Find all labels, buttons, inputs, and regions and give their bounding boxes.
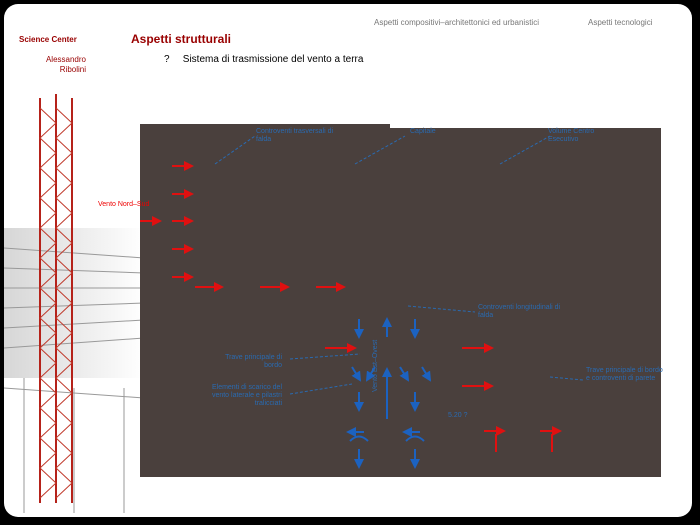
label-controventi-longitudinali: Controventi longitudinali di falda xyxy=(478,304,561,319)
brand-label: Science Center xyxy=(19,35,77,44)
author-first-name: Alessandro xyxy=(45,55,86,64)
label-vento-est-ovest: Vento Est–Ovest xyxy=(372,339,379,392)
leader-line xyxy=(500,136,550,164)
label-wind-direction: Vento Nord–Sud xyxy=(98,201,150,208)
load-arrow-diag xyxy=(422,367,430,380)
ground-reactions xyxy=(484,431,560,452)
label-small: 5.20 ? xyxy=(448,412,468,419)
label-trave-bordo: Trave principale di bordo xyxy=(225,354,282,369)
label-elementi-scarico: Elementi di scarico del vento laterale e pilastri tralicciati xyxy=(211,384,282,407)
label-controventi-facciata: Controventi trasversali di falda xyxy=(256,128,334,143)
tower-illustration xyxy=(4,88,154,513)
leader-line xyxy=(290,354,360,359)
support-hooks xyxy=(350,437,424,442)
building-backdrop xyxy=(4,228,144,378)
transfer-arrows xyxy=(195,287,492,386)
subtitle-text: Sistema di trasmissione del vento a terra xyxy=(182,54,364,65)
label-copertura: Capitale xyxy=(410,128,436,135)
leader-line xyxy=(215,136,255,164)
nav-link-aspetti-compositivi[interactable]: Aspetti compositivi–architettonici ed urbanistici xyxy=(374,18,539,27)
leader-line xyxy=(290,384,352,394)
top-navigation xyxy=(374,18,674,32)
label-trave-destra: Trave principale di bordo e controventi di parete xyxy=(586,367,663,382)
slide xyxy=(4,4,692,517)
leader-line xyxy=(550,377,583,380)
nav-link-aspetti-tecnologici[interactable]: Aspetti tecnologici xyxy=(588,18,653,27)
building-facade-lines xyxy=(4,248,144,513)
leader-line xyxy=(355,136,405,164)
bullet-icon: ? xyxy=(164,54,170,65)
support-hook xyxy=(406,437,424,442)
page-title: Aspetti strutturali xyxy=(131,32,232,46)
diagram-canvas xyxy=(140,124,661,477)
load-arrow-diag xyxy=(400,367,408,380)
load-arrow-diag xyxy=(352,367,360,380)
leader-line xyxy=(408,306,475,312)
structural-diagram xyxy=(140,124,661,477)
label-volume: Volume Centro Esecutivo xyxy=(548,128,595,143)
author-name xyxy=(24,55,86,75)
wind-arrows-column xyxy=(140,166,192,277)
load-arrows xyxy=(352,319,430,467)
page-subtitle xyxy=(164,54,363,65)
author-last-name: Ribolini xyxy=(59,65,86,74)
support-hook xyxy=(350,437,368,442)
